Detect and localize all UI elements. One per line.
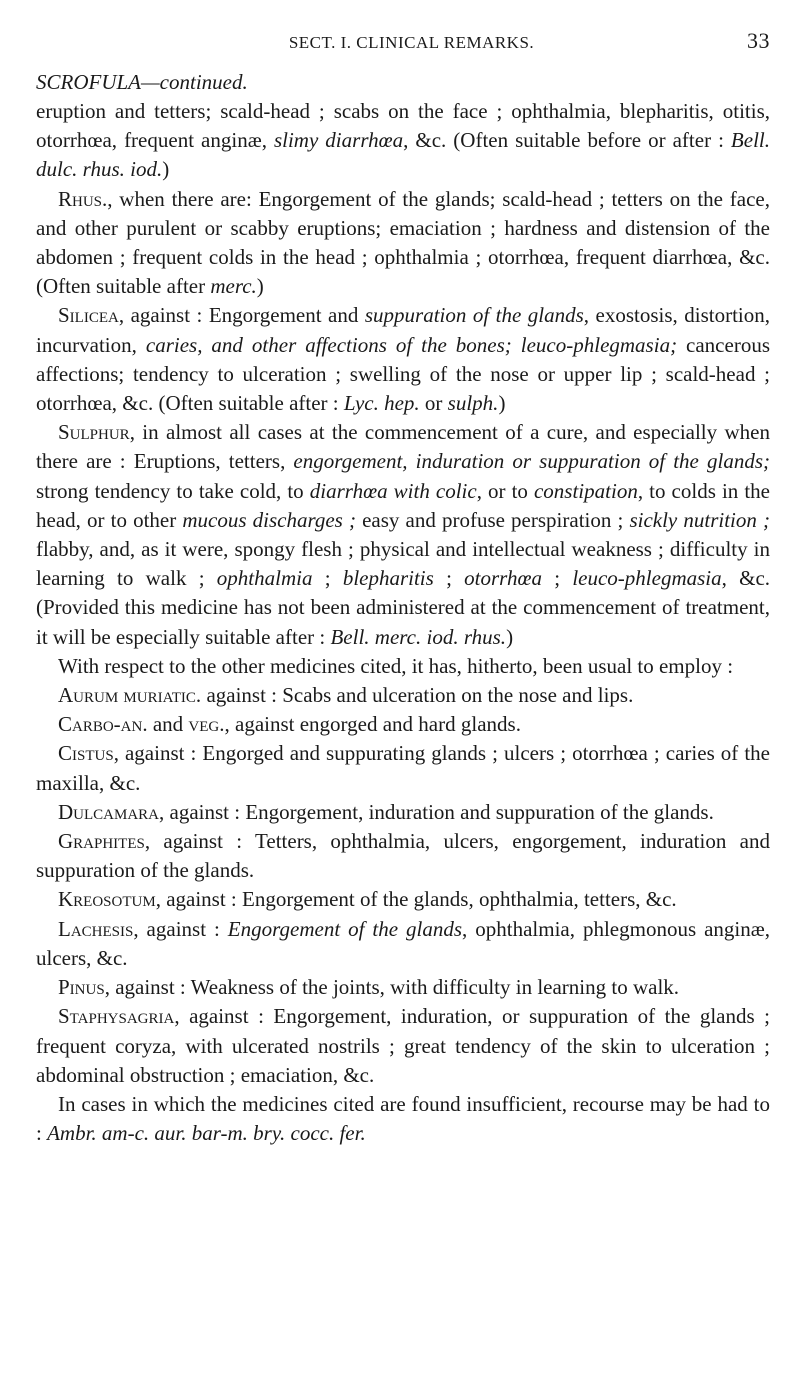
text-run: or <box>419 391 448 416</box>
remedy-name: Kreosotum <box>58 887 156 912</box>
paragraph <box>36 681 770 710</box>
text-run: strong tendency to take cold, to <box>36 478 310 503</box>
paragraph <box>36 652 770 681</box>
italic-text: slimy diarrhœa <box>273 128 404 153</box>
remedy-name: Sulphur <box>58 420 130 445</box>
section-title: SCROFULA—continued. <box>36 70 248 94</box>
text-run: , against : Engorgement, induration, or suppuration of the glands ; frequent coryza, with ulcerated nostrils ; great tendency of the skin to ulceration ; abdominal obstruction ; emaciation, &c. <box>36 1004 770 1087</box>
running-head <box>36 28 770 62</box>
paragraph <box>36 301 770 418</box>
remedy-name: Dulcamara <box>58 799 160 824</box>
text-run: , to colds in the head, or to other <box>36 478 771 532</box>
italic-text: merc. <box>210 274 257 299</box>
text-run: , against : Engorgement, induration and suppuration of the glands. <box>159 799 714 824</box>
text-run: ) <box>506 624 514 649</box>
text-run: ) <box>498 391 506 416</box>
text-run: ; <box>541 566 573 591</box>
text-run: eruption and tetters; scald-head ; scabs on the face ; ophthalmia, blepharitis, otitis, otorrhœa, frequent anginæ, <box>36 99 770 153</box>
italic-text: diarrhœa with colic <box>309 478 477 503</box>
paragraph <box>36 1090 770 1148</box>
italic-text: mucous discharges ; <box>182 507 356 532</box>
italic-text: constipation <box>533 478 638 503</box>
text-run: , against : Engorged and suppurating glands ; ulcers ; otorrhœa ; caries of the maxilla, &c. <box>36 741 770 795</box>
paragraph <box>36 185 770 302</box>
text-run: In cases in which the medicines cited are found insufficient, recourse may be had to : <box>36 1091 770 1146</box>
running-head-title: SECT. I. CLINICAL REMARKS. <box>288 33 535 52</box>
text-run: ) <box>162 157 170 182</box>
text-run: , &c. (Often suitable before or after : <box>403 128 731 153</box>
italic-text: suppuration of the glands <box>364 303 584 328</box>
text-run: ) <box>256 274 264 299</box>
italic-text: Engorgement of the glands <box>227 916 463 941</box>
italic-text: Bell. dulc. rhus. iod. <box>36 128 770 182</box>
text-run: against : Scabs and ulceration on the nose and lips. <box>201 683 634 708</box>
paragraph <box>36 710 770 739</box>
paragraph <box>36 915 770 973</box>
remedy-name: Cistus <box>58 741 114 766</box>
text-run: , against : Engorgement of the glands, ophthalmia, tetters, &c. <box>155 887 677 912</box>
paragraph <box>36 798 770 827</box>
text-run: and <box>147 712 189 737</box>
text-run: ; <box>433 566 465 591</box>
remedy-name: Graphites <box>58 829 145 854</box>
text-run: , &c. (Provided this medicine has not been administered at the commencement of treatment, it will be especially suitable after : <box>36 566 771 649</box>
italic-text: Ambr. am-c. aur. bar-m. bry. cocc. fer. <box>47 1121 366 1146</box>
paragraph <box>36 885 770 914</box>
italic-text: sulph. <box>447 391 499 416</box>
italic-text: ophthalmia <box>216 566 313 591</box>
text-run: , when there are: Engorgement of the glands; scald-head ; tetters on the face, and other purulent or scabby eruptions; emaciation ; hardness and distension of the abdomen ; frequent colds in the head ; ophthalmia ; otorrhœa, frequent diarrhœa, &c. (Often suitable after <box>36 186 770 299</box>
remedy-name: Carbo-an. <box>58 712 148 737</box>
remedy-name: Pinus <box>58 975 105 1000</box>
italic-text: blepharitis <box>342 566 434 591</box>
page-number: 33 <box>747 28 770 53</box>
remedy-name: Lachesis <box>58 916 134 941</box>
italic-text: Lyc. hep. <box>343 391 420 416</box>
paragraph <box>36 97 770 185</box>
remedy-name: Aurum muriatic. <box>58 683 202 708</box>
paragraph <box>36 973 770 1002</box>
text-run: cancerous affections; tendency to ulceration ; swelling of the nose or upper lip ; scald-head ; otorrhœa, &c. (Often suitable after : <box>36 332 770 416</box>
remedy-name: veg. <box>188 712 225 737</box>
italic-text: caries, and other affections of the bones; leuco-phlegmasia; <box>145 332 678 357</box>
body-text <box>36 97 770 1148</box>
italic-text: sickly nutrition ; <box>629 507 770 532</box>
text-run: , against : Tetters, ophthalmia, ulcers, engorgement, induration and suppuration of the glands. <box>36 829 770 883</box>
text-run: With respect to the other medicines cited, it has, hitherto, been usual to employ : <box>58 653 734 678</box>
text-run: , ophthalmia, phlegmonous anginæ, ulcers, &c. <box>36 916 770 970</box>
italic-text: leuco-phlegmasia <box>572 566 722 591</box>
text-run: , or to <box>476 478 534 503</box>
paragraph <box>36 739 770 797</box>
italic-text: Bell. merc. iod. rhus. <box>330 624 507 649</box>
remedy-name: Rhus. <box>58 186 108 211</box>
paragraph <box>36 418 770 652</box>
paragraph <box>36 827 770 885</box>
text-run: , against : Engorgement and <box>118 303 365 328</box>
text-run: , against engorged and hard glands. <box>224 712 521 737</box>
text-run: , against : <box>133 916 228 941</box>
remedy-name: Staphysagria <box>58 1004 175 1029</box>
text-run: , exostosis, distortion, incurvation, <box>36 303 771 357</box>
text-run: , against : Weakness of the joints, with difficulty in learning to walk. <box>104 975 680 1000</box>
italic-text: otorrhœa <box>464 566 542 591</box>
text-run: flabby, and, as it were, spongy flesh ; physical and intellectual weakness ; difficulty in learning to walk ; <box>36 537 770 591</box>
text-run: ; <box>312 566 343 591</box>
text-run: , in almost all cases at the commencement of a cure, and especially when there are : Eruptions, tetters, <box>36 420 770 474</box>
italic-text: engorgement, induration or suppuration of the glands; <box>293 449 770 474</box>
paragraph <box>36 1002 770 1090</box>
remedy-name: Silicea <box>58 303 119 328</box>
text-run: easy and profuse perspiration ; <box>355 507 630 532</box>
